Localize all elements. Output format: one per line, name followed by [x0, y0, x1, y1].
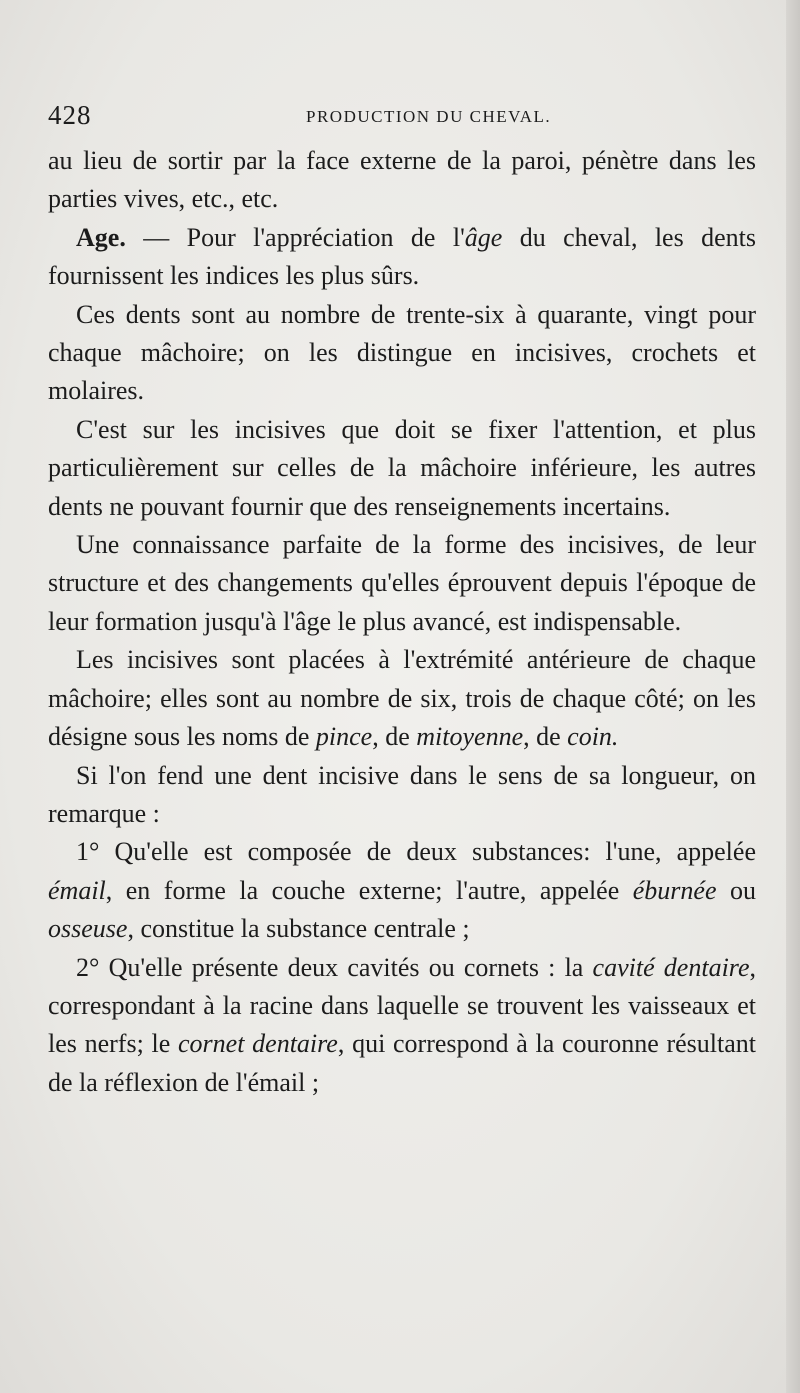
italic-term: émail [48, 875, 106, 905]
italic-term: cornet dentaire [178, 1029, 338, 1059]
paragraph-text: Les incisives sont placées à l'extrémité antérieure de chaque mâchoire; elles sont au nombre de six, trois de chaque côté; on les désigne sous les noms de [48, 645, 756, 752]
paragraph-text: , de [372, 722, 417, 752]
paragraph-text: , correspondant à la racine dans laquelle se trouvent les vaisseaux et les nerfs; le [48, 952, 756, 1059]
italic-term: coin. [567, 722, 619, 752]
italic-term: âge [464, 222, 503, 252]
running-head: PRODUCTION DU CHEVAL. [306, 107, 552, 126]
paragraph [48, 526, 756, 641]
paragraph-text: , constitue la substance centrale ; [127, 914, 470, 944]
paragraph-text: 2° Qu'elle présente deux cavités ou cornets : la [76, 952, 593, 982]
paragraph-text: ou [716, 875, 756, 905]
paragraph-text: — Pour l'appréciation de l' [125, 222, 465, 252]
paragraph [48, 757, 756, 834]
paragraph [48, 411, 756, 526]
paragraph-text: Une connaissance parfaite de la forme des incisives, de leur structure et des changements qu'elles éprouvent depuis l'époque de leur formation jusqu'à l'âge le plus avancé, est indispensable. [48, 530, 756, 636]
italic-term: osseuse [48, 914, 128, 944]
paragraph [48, 296, 756, 411]
paragraph-text: au lieu de sortir par la face externe de la paroi, pénètre dans les parties vives, etc., etc. [48, 146, 756, 214]
page-edge [786, 0, 800, 1393]
section-lead: Age. [76, 222, 126, 252]
paragraph-text: du cheval, les dents fournissent les indices les plus sûrs. [48, 222, 756, 291]
italic-term: mitoyenne [416, 722, 524, 752]
body-text [48, 142, 756, 1102]
paragraph-text: Si l'on fend une dent incisive dans le sens de sa longueur, on remarque : [48, 760, 756, 828]
paragraph-text: , en forme la couche externe; l'autre, appelée [105, 875, 633, 905]
paragraph [48, 641, 756, 756]
italic-term: éburnée [632, 875, 717, 905]
paragraph-text: , qui correspond à la couronne résultant de la réflexion de l'émail ; [48, 1029, 756, 1097]
paragraph-text: , de [523, 722, 568, 752]
paragraph-age [48, 219, 756, 296]
page-header [48, 100, 760, 136]
italic-term: cavité dentaire [592, 952, 750, 982]
paragraph-item-1 [48, 833, 756, 948]
paragraph-text: Ces dents sont au nombre de trente-six à quarante, vingt pour chaque mâchoire; on les distingue en incisives, crochets et molaires. [48, 299, 756, 406]
paragraph-text: 1° Qu'elle est composée de deux substances: l'une, appelée [76, 837, 756, 867]
italic-term: pince [315, 722, 373, 752]
paragraph [48, 142, 756, 219]
paragraph-item-2 [48, 949, 756, 1103]
paragraph-text: C'est sur les incisives que doit se fixer l'attention, et plus particulièrement sur celles de la mâchoire inférieure, les autres dents ne pouvant fournir que des renseignements incertains. [48, 414, 756, 521]
page-number: 428 [48, 100, 92, 130]
